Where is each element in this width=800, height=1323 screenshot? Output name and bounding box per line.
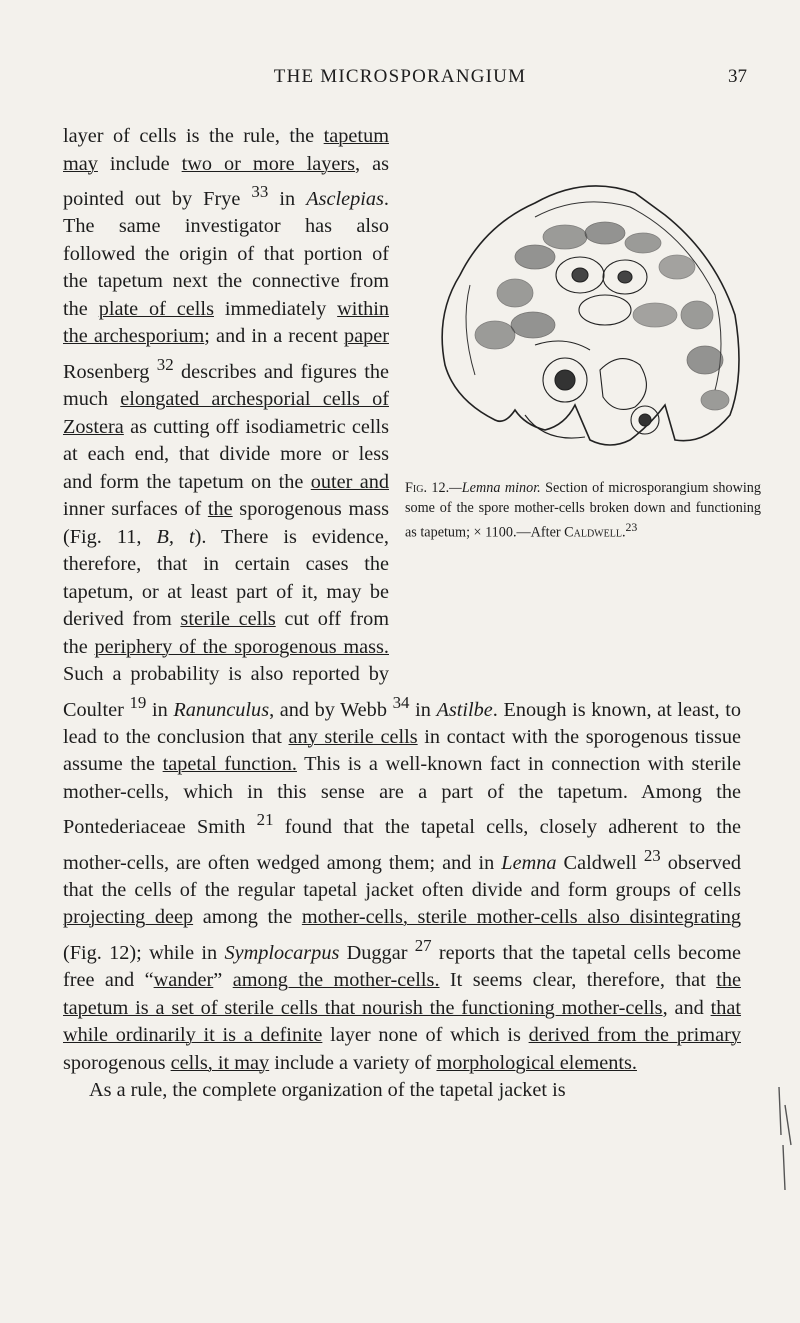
margin-pencil-marks (775, 1085, 795, 1195)
text-run: in (409, 698, 437, 721)
underlined-text: elongated archesporial cells of Zostera (63, 388, 389, 438)
underlined-text: sterile cells (180, 608, 276, 631)
text-run: ” (213, 969, 233, 992)
text-run: in contact with the sporogenous tissue assume the (63, 725, 741, 776)
underlined-text: tapetum may (63, 125, 389, 175)
text-run: . The same investigator has also followed the origin of that portion of the tapetum next the connective from the (63, 187, 389, 320)
text-run: Caldwell (556, 851, 644, 874)
underlined-text: projecting deep (63, 906, 194, 929)
tapetal-cells (475, 222, 729, 410)
body-text (63, 123, 761, 1105)
reference-mark: 32 (156, 354, 174, 374)
italic-genus: Ranunculus (173, 698, 270, 721)
figure-caption (405, 479, 761, 543)
italic-genus: Symplocarpus (224, 941, 340, 964)
text-run: as cutting off isodiametric cells at each end, that divide more or less and form the tapetum on the (63, 415, 389, 493)
underlined-text: paper (343, 325, 389, 348)
paragraph-2: As a rule, the complete organization of the tapetal jacket is (89, 1079, 566, 1102)
text-run: , and by Webb (269, 698, 393, 721)
text-run: include a variety of (269, 1051, 437, 1074)
figure-genus: —Lemna minor. (449, 480, 541, 496)
text-run: (Fig. 12); while in (63, 941, 225, 964)
text-run: cut off from the (63, 608, 389, 658)
text-run: sporogenous mass (Fig. 11, (63, 498, 390, 548)
text-run: found that the tapetal cells, closely adherent to the mother-cells, are often wedged among them; and in (63, 816, 741, 874)
running-head: THE MICROSPORANGIUM (273, 66, 527, 87)
text-run: This is a well-known fact in connection with sterile mother-cells, which in this sense are a part of the tapetum. Among the Pontederiaceae Smith (63, 753, 741, 839)
figure-credit-ref: 23 (625, 520, 638, 534)
text-run: sporogenous (63, 1051, 171, 1074)
text-run: inner surfaces of (63, 498, 208, 521)
text-run: in (146, 698, 174, 721)
text-run: in (268, 187, 307, 210)
page-number: 37 (728, 66, 747, 87)
underlined-text: two or more layers (181, 152, 356, 175)
underlined-text: the (207, 498, 233, 521)
text-run: . Enough is known, at least, to lead to the conclusion that (63, 698, 741, 748)
underlined-text: within the archesporium (63, 297, 389, 348)
underlined-text: any sterile cells (288, 725, 418, 748)
reference-mark: 33 (251, 182, 269, 201)
text-run: Rosenberg (63, 360, 157, 383)
underlined-text: that while ordinarily it is a definite (63, 996, 742, 1047)
text-run: observed that the cells of the regular tapetal jacket often divide and form groups of cells (63, 851, 741, 901)
underlined-text: mother-cells, sterile mother-cells also disintegrating (301, 906, 741, 929)
underlined-text: plate of cells (98, 297, 214, 320)
figure-credit: Caldwell. (564, 524, 626, 541)
underlined-text: derived from the primary (528, 1024, 741, 1047)
reference-mark: 23 (643, 845, 661, 865)
mother-cells (525, 257, 659, 438)
text-run: It seems clear, therefore, that (439, 969, 717, 992)
text-run: Such a probability is also reported by Coulter (63, 663, 389, 721)
reference-mark: 19 (129, 692, 147, 712)
text-run: , and (662, 996, 711, 1019)
text-run: layer of cells is the rule, the (63, 125, 324, 147)
figure-label: Fig. 12. (405, 480, 450, 496)
underlined-text: tapetal function. (162, 753, 297, 776)
text-run: reports that the tapetal cells become free and “ (63, 941, 741, 992)
microsporangium-drawing (415, 175, 755, 475)
italic-genus: Astilbe (436, 698, 493, 721)
text-run: layer none of which is (322, 1024, 529, 1047)
underlined-text: cells, it may (170, 1051, 270, 1074)
italic-genus: Lemna (501, 851, 557, 874)
reference-mark: 34 (392, 692, 410, 712)
italic-text: B, t (156, 525, 195, 548)
underlined-text: outer and (310, 470, 389, 493)
text-run: , as pointed out by Frye (63, 152, 389, 210)
text-run: ; and in a recent (204, 325, 344, 348)
italic-genus: Asclepias (306, 187, 384, 210)
underlined-text: the tapetum is a set of sterile cells that nourish the functioning mother-cells (63, 969, 741, 1019)
reference-mark: 27 (414, 935, 432, 955)
inner-wall-line (466, 285, 475, 375)
text-run: describes and figures the much (63, 360, 389, 411)
text-run: include (97, 152, 182, 175)
figure-12 (405, 123, 761, 678)
underlined-text: periphery of the sporogenous mass. (94, 635, 389, 658)
text-run: Duggar (339, 941, 415, 964)
underlined-text: among the mother-cells. (232, 969, 440, 992)
reference-mark: 21 (256, 810, 274, 830)
text-run: ). There is evidence, therefore, that in certain cases the tapetum, or at least part of it, may be derived from (63, 525, 389, 631)
figure-caption-text: Section of microsporangium showing some of the spore mother-cells broken down and functioning as tapetum; × 1100.—After (405, 480, 761, 541)
text-run: among the (193, 906, 302, 929)
text-run: immediately (213, 297, 338, 320)
page-header (0, 66, 800, 96)
underlined-text: wander (153, 969, 214, 992)
underlined-text: morphological elements. (436, 1051, 637, 1074)
